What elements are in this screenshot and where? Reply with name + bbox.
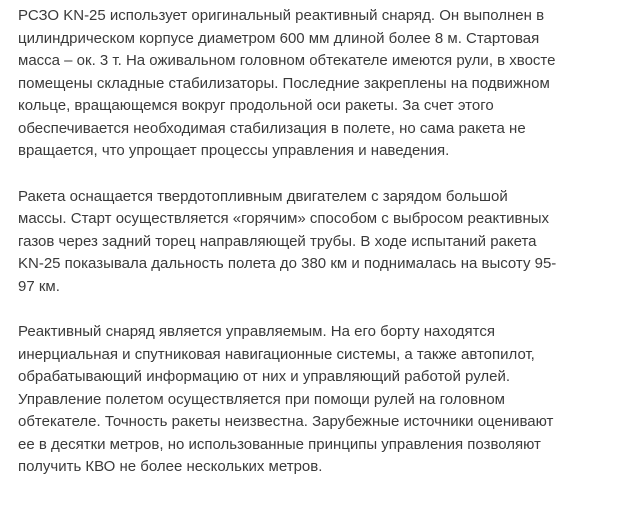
paragraph-guidance-system: Реактивный снаряд является управляемым. На его борту находятся инерциальная и спутниковая навигационные системы, а также автопилот, обрабатывающий информацию от них и управляющий работой рулей. Управление полетом осуществляется при помощи рулей на головном обтекателе. Точность ракеты неизвестна. Зарубежные источники оценивают ее в десятки метров, но использованные принципы управления позволяют получить КВО не более нескольких метров. bbox=[18, 323, 554, 475]
article-body bbox=[0, 5, 620, 524]
paragraph-engine-and-range: Ракета оснащается твердотопливным двигателем с зарядом большой массы. Старт осуществляется «горячим» способом с выбросом реактивных газов через задний торец направляющей трубы. В ходе испытаний ракета KN-25 показывала дальность полета до 380 км и поднималась на высоту 95- 97 км. bbox=[18, 187, 557, 295]
paragraph-rocket-design: РСЗО KN-25 использует оригинальный реактивный снаряд. Он выполнен в цилиндрическом корпусе диаметром 600 мм длиной более 8 м. Стартовая масса – ок. 3 т. На оживальном головном обтекателе имеются рули, в хвосте помещены складные стабилизаторы. Последние закреплены на подвижном кольце, вращающемся вокруг продольной оси ракеты. За счет этого обеспечивается необходимая стабилизация в полете, но сама ракета не вращается, что упрощает процессы управления и наведения. bbox=[18, 7, 556, 159]
